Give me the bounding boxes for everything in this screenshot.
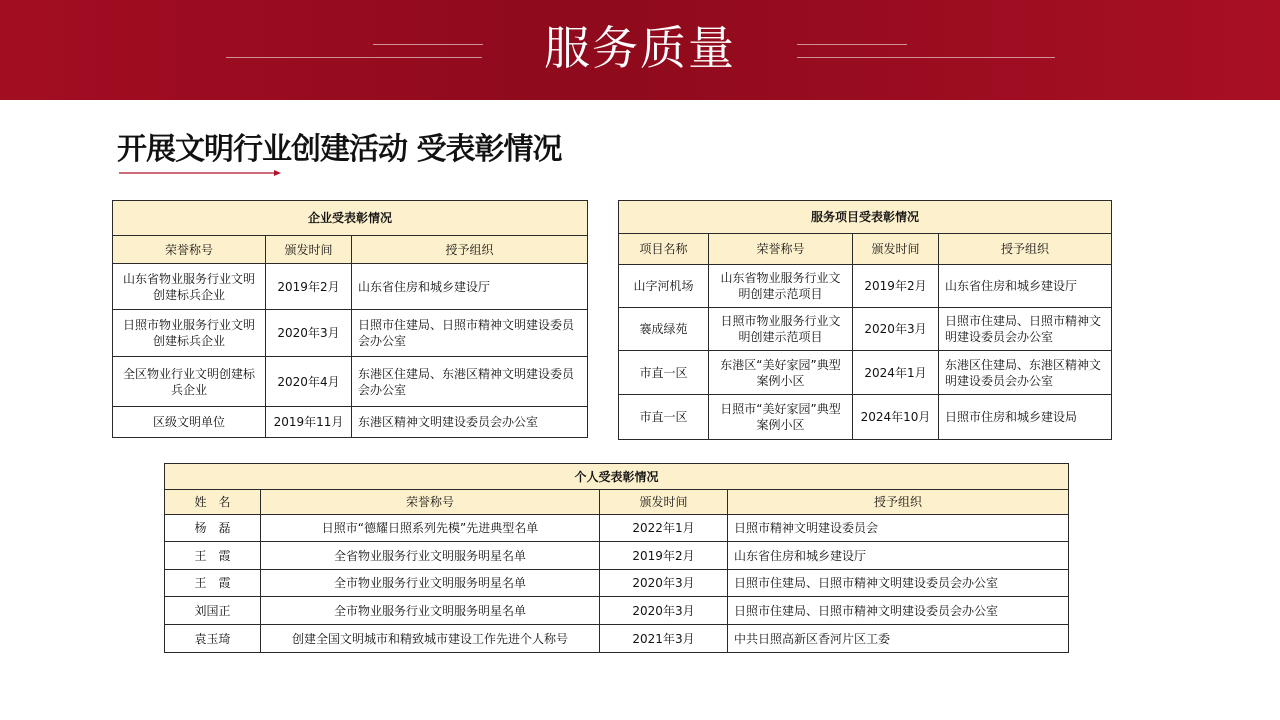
- table-row: [165, 597, 1069, 625]
- column-header: 荣誉称号: [261, 490, 600, 515]
- column-header: 项目名称: [619, 234, 709, 265]
- column-header: 颁发时间: [266, 236, 352, 264]
- column-header: 荣誉称号: [113, 236, 266, 264]
- honor-cell: 创建全国文明城市和精致城市建设工作先进个人称号: [261, 625, 600, 653]
- org-cell: 山东省住房和城乡建设厅: [728, 542, 1069, 570]
- date-cell: 2019年2月: [853, 265, 939, 308]
- honor-cell: 日照市“美好家园”典型案例小区: [709, 395, 853, 440]
- date-cell: 2019年2月: [266, 264, 352, 310]
- honor-cell: 全市物业服务行业文明服务明星名单: [261, 597, 600, 625]
- project-cell: 市直一区: [619, 395, 709, 440]
- date-cell: 2020年3月: [266, 310, 352, 357]
- enterprise-awards-table: [112, 200, 588, 438]
- table-row: [165, 515, 1069, 542]
- name-cell: 杨 磊: [165, 515, 261, 542]
- date-cell: 2024年10月: [853, 395, 939, 440]
- honor-cell: 东港区“美好家园”典型案例小区: [709, 351, 853, 395]
- org-cell: 日照市住房和城乡建设局: [939, 395, 1112, 440]
- honor-cell: 全区物业行业文明创建标兵企业: [113, 357, 266, 407]
- table-row: [165, 625, 1069, 653]
- table-title: 服务项目受表彰情况: [619, 201, 1112, 234]
- date-cell: 2019年2月: [600, 542, 728, 570]
- honor-cell: 日照市“德耀日照系列先模”先进典型名单: [261, 515, 600, 542]
- date-cell: 2024年1月: [853, 351, 939, 395]
- column-header: 颁发时间: [853, 234, 939, 265]
- date-cell: 2020年4月: [266, 357, 352, 407]
- header-banner: [0, 0, 1280, 100]
- column-header: 荣誉称号: [709, 234, 853, 265]
- name-cell: 袁玉琦: [165, 625, 261, 653]
- honor-cell: 区级文明单位: [113, 407, 266, 438]
- date-cell: 2019年11月: [266, 407, 352, 438]
- underline-arrow-icon: [119, 168, 281, 178]
- personal-awards-table: [164, 463, 1069, 653]
- table-title: 个人受表彰情况: [165, 464, 1069, 490]
- table-row: [113, 264, 588, 310]
- org-cell: 东港区住建局、东港区精神文明建设委员会办公室: [352, 357, 588, 407]
- table-row: [165, 570, 1069, 597]
- section-subtitle: 开展文明行业创建活动 受表彰情况: [117, 132, 562, 167]
- org-cell: 山东省住房和城乡建设厅: [352, 264, 588, 310]
- table-row: [619, 308, 1112, 351]
- date-cell: 2021年3月: [600, 625, 728, 653]
- org-cell: 日照市住建局、日照市精神文明建设委员会办公室: [728, 597, 1069, 625]
- table-row: [165, 542, 1069, 570]
- org-cell: 山东省住房和城乡建设厅: [939, 265, 1112, 308]
- column-header: 姓 名: [165, 490, 261, 515]
- honor-cell: 山东省物业服务行业文明创建示范项目: [709, 265, 853, 308]
- table-row: [113, 407, 588, 438]
- column-header: 授予组织: [728, 490, 1069, 515]
- date-cell: 2020年3月: [600, 597, 728, 625]
- name-cell: 王 霞: [165, 542, 261, 570]
- project-cell: 市直一区: [619, 351, 709, 395]
- org-cell: 日照市住建局、日照市精神文明建设委员会办公室: [352, 310, 588, 357]
- project-cell: 褰成绿苑: [619, 308, 709, 351]
- project-cell: 山字河机场: [619, 265, 709, 308]
- service-awards-table: [618, 200, 1112, 440]
- org-cell: 东港区精神文明建设委员会办公室: [352, 407, 588, 438]
- org-cell: 日照市住建局、日照市精神文明建设委员会办公室: [939, 308, 1112, 351]
- table-title: 企业受表彰情况: [113, 201, 588, 236]
- column-header: 颁发时间: [600, 490, 728, 515]
- column-header: 授予组织: [352, 236, 588, 264]
- org-cell: 日照市精神文明建设委员会: [728, 515, 1069, 542]
- org-cell: 东港区住建局、东港区精神文明建设委员会办公室: [939, 351, 1112, 395]
- date-cell: 2020年3月: [853, 308, 939, 351]
- column-header: 授予组织: [939, 234, 1112, 265]
- table-row: [619, 351, 1112, 395]
- date-cell: 2022年1月: [600, 515, 728, 542]
- name-cell: 刘国正: [165, 597, 261, 625]
- honor-cell: 全市物业服务行业文明服务明星名单: [261, 570, 600, 597]
- honor-cell: 山东省物业服务行业文明创建标兵企业: [113, 264, 266, 310]
- honor-cell: 日照市物业服务行业文明创建标兵企业: [113, 310, 266, 357]
- honor-cell: 日照市物业服务行业文明创建示范项目: [709, 308, 853, 351]
- name-cell: 王 霞: [165, 570, 261, 597]
- org-cell: 中共日照高新区香河片区工委: [728, 625, 1069, 653]
- table-row: [113, 357, 588, 407]
- honor-cell: 全省物业服务行业文明服务明星名单: [261, 542, 600, 570]
- date-cell: 2020年3月: [600, 570, 728, 597]
- org-cell: 日照市住建局、日照市精神文明建设委员会办公室: [728, 570, 1069, 597]
- table-row: [619, 265, 1112, 308]
- table-row: [113, 310, 588, 357]
- page-title: 服务质量: [544, 21, 736, 75]
- table-row: [619, 395, 1112, 440]
